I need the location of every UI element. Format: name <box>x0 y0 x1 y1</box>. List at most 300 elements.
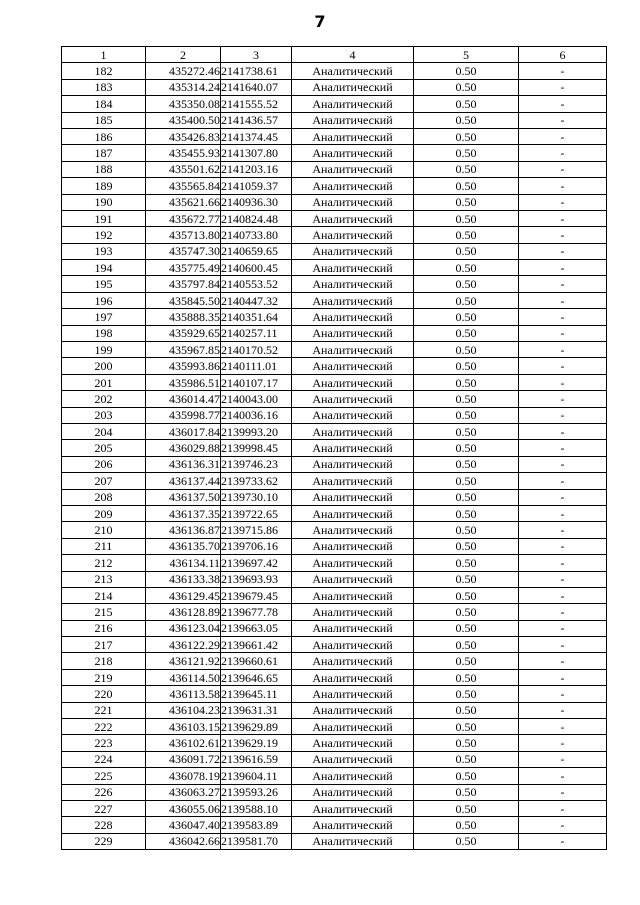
point-number-cell: 194 <box>62 260 146 276</box>
y-coordinate-cell: 2141555.52 <box>221 96 292 112</box>
accuracy-cell: 0.50 <box>414 276 519 292</box>
x-coordinate-cell: 436063.27 <box>146 784 221 800</box>
y-coordinate-cell: 2139588.10 <box>221 800 292 816</box>
accuracy-cell: 0.50 <box>414 702 519 718</box>
note-cell: - <box>519 571 607 587</box>
table-row <box>62 292 607 308</box>
x-coordinate-cell: 435272.46 <box>146 63 221 79</box>
x-coordinate-cell: 436137.50 <box>146 489 221 505</box>
note-cell: - <box>519 653 607 669</box>
note-cell: - <box>519 522 607 538</box>
accuracy-cell: 0.50 <box>414 112 519 128</box>
y-coordinate-cell: 2139998.45 <box>221 440 292 456</box>
note-cell: - <box>519 473 607 489</box>
x-coordinate-cell: 435929.65 <box>146 325 221 341</box>
accuracy-cell: 0.50 <box>414 489 519 505</box>
x-coordinate-cell: 436042.66 <box>146 833 221 849</box>
y-coordinate-cell: 2140107.17 <box>221 374 292 390</box>
table-row <box>62 456 607 472</box>
method-cell: Аналитический <box>292 522 414 538</box>
note-cell: - <box>519 719 607 735</box>
accuracy-cell: 0.50 <box>414 735 519 751</box>
method-cell: Аналитический <box>292 260 414 276</box>
accuracy-cell: 0.50 <box>414 800 519 816</box>
x-coordinate-cell: 435845.50 <box>146 292 221 308</box>
column-header: 1 <box>62 47 146 63</box>
y-coordinate-cell: 2139645.11 <box>221 686 292 702</box>
accuracy-cell: 0.50 <box>414 587 519 603</box>
method-cell: Аналитический <box>292 620 414 636</box>
accuracy-cell: 0.50 <box>414 374 519 390</box>
column-header: 5 <box>414 47 519 63</box>
y-coordinate-cell: 2140351.64 <box>221 309 292 325</box>
method-cell: Аналитический <box>292 456 414 472</box>
point-number-cell: 209 <box>62 505 146 521</box>
accuracy-cell: 0.50 <box>414 243 519 259</box>
y-coordinate-cell: 2141640.07 <box>221 79 292 95</box>
point-number-cell: 205 <box>62 440 146 456</box>
accuracy-cell: 0.50 <box>414 309 519 325</box>
note-cell: - <box>519 505 607 521</box>
note-cell: - <box>519 407 607 423</box>
y-coordinate-cell: 2139631.31 <box>221 702 292 718</box>
note-cell: - <box>519 768 607 784</box>
accuracy-cell: 0.50 <box>414 79 519 95</box>
method-cell: Аналитический <box>292 96 414 112</box>
note-cell: - <box>519 686 607 702</box>
y-coordinate-cell: 2140447.32 <box>221 292 292 308</box>
method-cell: Аналитический <box>292 604 414 620</box>
accuracy-cell: 0.50 <box>414 473 519 489</box>
note-cell: - <box>519 194 607 210</box>
accuracy-cell: 0.50 <box>414 784 519 800</box>
note-cell: - <box>519 63 607 79</box>
x-coordinate-cell: 435797.84 <box>146 276 221 292</box>
table-row <box>62 817 607 833</box>
method-cell: Аналитический <box>292 555 414 571</box>
accuracy-cell: 0.50 <box>414 669 519 685</box>
method-cell: Аналитический <box>292 227 414 243</box>
table-row <box>62 161 607 177</box>
x-coordinate-cell: 436121.92 <box>146 653 221 669</box>
accuracy-cell: 0.50 <box>414 161 519 177</box>
x-coordinate-cell: 436055.06 <box>146 800 221 816</box>
note-cell: - <box>519 227 607 243</box>
point-number-cell: 229 <box>62 833 146 849</box>
method-cell: Аналитический <box>292 210 414 226</box>
x-coordinate-cell: 435993.86 <box>146 358 221 374</box>
point-number-cell: 201 <box>62 374 146 390</box>
table-body <box>62 63 607 850</box>
point-number-cell: 223 <box>62 735 146 751</box>
method-cell: Аналитический <box>292 686 414 702</box>
y-coordinate-cell: 2139693.93 <box>221 571 292 587</box>
x-coordinate-cell: 436134.11 <box>146 555 221 571</box>
point-number-cell: 197 <box>62 309 146 325</box>
y-coordinate-cell: 2139616.59 <box>221 751 292 767</box>
column-header: 6 <box>519 47 607 63</box>
method-cell: Аналитический <box>292 374 414 390</box>
x-coordinate-cell: 436122.29 <box>146 637 221 653</box>
method-cell: Аналитический <box>292 407 414 423</box>
point-number-cell: 213 <box>62 571 146 587</box>
x-coordinate-cell: 436114.50 <box>146 669 221 685</box>
point-number-cell: 200 <box>62 358 146 374</box>
accuracy-cell: 0.50 <box>414 145 519 161</box>
note-cell: - <box>519 555 607 571</box>
note-cell: - <box>519 440 607 456</box>
point-number-cell: 220 <box>62 686 146 702</box>
method-cell: Аналитический <box>292 243 414 259</box>
accuracy-cell: 0.50 <box>414 817 519 833</box>
point-number-cell: 226 <box>62 784 146 800</box>
table-row <box>62 128 607 144</box>
accuracy-cell: 0.50 <box>414 128 519 144</box>
y-coordinate-cell: 2139730.10 <box>221 489 292 505</box>
x-coordinate-cell: 436014.47 <box>146 391 221 407</box>
point-number-cell: 215 <box>62 604 146 620</box>
x-coordinate-cell: 436129.45 <box>146 587 221 603</box>
table-header-row <box>62 47 607 63</box>
point-number-cell: 225 <box>62 768 146 784</box>
y-coordinate-cell: 2141436.57 <box>221 112 292 128</box>
accuracy-cell: 0.50 <box>414 620 519 636</box>
method-cell: Аналитический <box>292 571 414 587</box>
coordinates-table <box>61 46 607 850</box>
point-number-cell: 224 <box>62 751 146 767</box>
method-cell: Аналитический <box>292 768 414 784</box>
point-number-cell: 203 <box>62 407 146 423</box>
accuracy-cell: 0.50 <box>414 604 519 620</box>
method-cell: Аналитический <box>292 653 414 669</box>
note-cell: - <box>519 538 607 554</box>
method-cell: Аналитический <box>292 489 414 505</box>
point-number-cell: 182 <box>62 63 146 79</box>
x-coordinate-cell: 436091.72 <box>146 751 221 767</box>
table-row <box>62 604 607 620</box>
y-coordinate-cell: 2139706.16 <box>221 538 292 554</box>
accuracy-cell: 0.50 <box>414 768 519 784</box>
accuracy-cell: 0.50 <box>414 833 519 849</box>
point-number-cell: 216 <box>62 620 146 636</box>
x-coordinate-cell: 436102.61 <box>146 735 221 751</box>
accuracy-cell: 0.50 <box>414 423 519 439</box>
y-coordinate-cell: 2139733.62 <box>221 473 292 489</box>
y-coordinate-cell: 2139663.05 <box>221 620 292 636</box>
point-number-cell: 228 <box>62 817 146 833</box>
point-number-cell: 193 <box>62 243 146 259</box>
y-coordinate-cell: 2140733.80 <box>221 227 292 243</box>
point-number-cell: 186 <box>62 128 146 144</box>
y-coordinate-cell: 2139660.61 <box>221 653 292 669</box>
x-coordinate-cell: 436103.15 <box>146 719 221 735</box>
x-coordinate-cell: 436017.84 <box>146 423 221 439</box>
x-coordinate-cell: 435747.30 <box>146 243 221 259</box>
method-cell: Аналитический <box>292 473 414 489</box>
table-row <box>62 96 607 112</box>
note-cell: - <box>519 292 607 308</box>
accuracy-cell: 0.50 <box>414 194 519 210</box>
accuracy-cell: 0.50 <box>414 260 519 276</box>
accuracy-cell: 0.50 <box>414 96 519 112</box>
point-number-cell: 202 <box>62 391 146 407</box>
accuracy-cell: 0.50 <box>414 227 519 243</box>
x-coordinate-cell: 436113.58 <box>146 686 221 702</box>
table-row <box>62 833 607 849</box>
note-cell: - <box>519 243 607 259</box>
table-row <box>62 79 607 95</box>
accuracy-cell: 0.50 <box>414 522 519 538</box>
point-number-cell: 227 <box>62 800 146 816</box>
table-row <box>62 473 607 489</box>
x-coordinate-cell: 436136.87 <box>146 522 221 538</box>
y-coordinate-cell: 2139677.78 <box>221 604 292 620</box>
table-row <box>62 587 607 603</box>
y-coordinate-cell: 2140043.00 <box>221 391 292 407</box>
y-coordinate-cell: 2139629.89 <box>221 719 292 735</box>
column-header: 3 <box>221 47 292 63</box>
table-row <box>62 243 607 259</box>
method-cell: Аналитический <box>292 702 414 718</box>
note-cell: - <box>519 342 607 358</box>
y-coordinate-cell: 2140257.11 <box>221 325 292 341</box>
table-row <box>62 751 607 767</box>
y-coordinate-cell: 2139604.11 <box>221 768 292 784</box>
note-cell: - <box>519 604 607 620</box>
table-row <box>62 555 607 571</box>
table-row <box>62 489 607 505</box>
method-cell: Аналитический <box>292 735 414 751</box>
table-row <box>62 637 607 653</box>
x-coordinate-cell: 435400.50 <box>146 112 221 128</box>
table-row <box>62 391 607 407</box>
method-cell: Аналитический <box>292 292 414 308</box>
x-coordinate-cell: 435501.62 <box>146 161 221 177</box>
x-coordinate-cell: 436137.35 <box>146 505 221 521</box>
accuracy-cell: 0.50 <box>414 686 519 702</box>
note-cell: - <box>519 784 607 800</box>
method-cell: Аналитический <box>292 637 414 653</box>
point-number-cell: 212 <box>62 555 146 571</box>
column-header: 2 <box>146 47 221 63</box>
point-number-cell: 221 <box>62 702 146 718</box>
x-coordinate-cell: 435998.77 <box>146 407 221 423</box>
x-coordinate-cell: 435565.84 <box>146 178 221 194</box>
method-cell: Аналитический <box>292 669 414 685</box>
method-cell: Аналитический <box>292 342 414 358</box>
x-coordinate-cell: 436136.31 <box>146 456 221 472</box>
accuracy-cell: 0.50 <box>414 342 519 358</box>
method-cell: Аналитический <box>292 161 414 177</box>
accuracy-cell: 0.50 <box>414 178 519 194</box>
x-coordinate-cell: 436123.04 <box>146 620 221 636</box>
x-coordinate-cell: 435672.77 <box>146 210 221 226</box>
accuracy-cell: 0.50 <box>414 292 519 308</box>
y-coordinate-cell: 2139697.42 <box>221 555 292 571</box>
table-row <box>62 358 607 374</box>
accuracy-cell: 0.50 <box>414 505 519 521</box>
note-cell: - <box>519 161 607 177</box>
x-coordinate-cell: 435621.66 <box>146 194 221 210</box>
table-row <box>62 210 607 226</box>
accuracy-cell: 0.50 <box>414 637 519 653</box>
accuracy-cell: 0.50 <box>414 555 519 571</box>
note-cell: - <box>519 817 607 833</box>
method-cell: Аналитический <box>292 309 414 325</box>
table-row <box>62 194 607 210</box>
note-cell: - <box>519 833 607 849</box>
y-coordinate-cell: 2140824.48 <box>221 210 292 226</box>
x-coordinate-cell: 436078.19 <box>146 768 221 784</box>
point-number-cell: 207 <box>62 473 146 489</box>
y-coordinate-cell: 2139593.26 <box>221 784 292 800</box>
table-row <box>62 571 607 587</box>
accuracy-cell: 0.50 <box>414 653 519 669</box>
table-row <box>62 702 607 718</box>
note-cell: - <box>519 96 607 112</box>
table-row <box>62 309 607 325</box>
point-number-cell: 192 <box>62 227 146 243</box>
table-row <box>62 374 607 390</box>
note-cell: - <box>519 309 607 325</box>
table-row <box>62 669 607 685</box>
x-coordinate-cell: 435426.83 <box>146 128 221 144</box>
method-cell: Аналитический <box>292 538 414 554</box>
note-cell: - <box>519 178 607 194</box>
y-coordinate-cell: 2141059.37 <box>221 178 292 194</box>
method-cell: Аналитический <box>292 505 414 521</box>
method-cell: Аналитический <box>292 587 414 603</box>
y-coordinate-cell: 2141307.80 <box>221 145 292 161</box>
note-cell: - <box>519 276 607 292</box>
method-cell: Аналитический <box>292 719 414 735</box>
table-row <box>62 686 607 702</box>
note-cell: - <box>519 620 607 636</box>
point-number-cell: 204 <box>62 423 146 439</box>
y-coordinate-cell: 2140553.52 <box>221 276 292 292</box>
method-cell: Аналитический <box>292 817 414 833</box>
x-coordinate-cell: 435967.85 <box>146 342 221 358</box>
table-row <box>62 112 607 128</box>
y-coordinate-cell: 2139746.23 <box>221 456 292 472</box>
table-row <box>62 800 607 816</box>
note-cell: - <box>519 456 607 472</box>
x-coordinate-cell: 435986.51 <box>146 374 221 390</box>
method-cell: Аналитический <box>292 751 414 767</box>
method-cell: Аналитический <box>292 63 414 79</box>
y-coordinate-cell: 2140036.16 <box>221 407 292 423</box>
y-coordinate-cell: 2139661.42 <box>221 637 292 653</box>
page-number: 7 <box>314 12 326 31</box>
note-cell: - <box>519 702 607 718</box>
y-coordinate-cell: 2139715.86 <box>221 522 292 538</box>
x-coordinate-cell: 435713.80 <box>146 227 221 243</box>
point-number-cell: 191 <box>62 210 146 226</box>
y-coordinate-cell: 2141374.45 <box>221 128 292 144</box>
note-cell: - <box>519 260 607 276</box>
x-coordinate-cell: 436029.88 <box>146 440 221 456</box>
x-coordinate-cell: 435350.08 <box>146 96 221 112</box>
table-row <box>62 227 607 243</box>
accuracy-cell: 0.50 <box>414 440 519 456</box>
point-number-cell: 189 <box>62 178 146 194</box>
note-cell: - <box>519 735 607 751</box>
y-coordinate-cell: 2139722.65 <box>221 505 292 521</box>
table-row <box>62 276 607 292</box>
table-row <box>62 342 607 358</box>
point-number-cell: 211 <box>62 538 146 554</box>
y-coordinate-cell: 2139581.70 <box>221 833 292 849</box>
point-number-cell: 195 <box>62 276 146 292</box>
note-cell: - <box>519 325 607 341</box>
table-row <box>62 325 607 341</box>
point-number-cell: 188 <box>62 161 146 177</box>
table-row <box>62 440 607 456</box>
table-row <box>62 784 607 800</box>
x-coordinate-cell: 436128.89 <box>146 604 221 620</box>
point-number-cell: 199 <box>62 342 146 358</box>
table-row <box>62 63 607 79</box>
method-cell: Аналитический <box>292 800 414 816</box>
table-row <box>62 178 607 194</box>
method-cell: Аналитический <box>292 325 414 341</box>
table-row <box>62 145 607 161</box>
accuracy-cell: 0.50 <box>414 325 519 341</box>
accuracy-cell: 0.50 <box>414 456 519 472</box>
y-coordinate-cell: 2141203.16 <box>221 161 292 177</box>
method-cell: Аналитический <box>292 194 414 210</box>
x-coordinate-cell: 435455.93 <box>146 145 221 161</box>
method-cell: Аналитический <box>292 79 414 95</box>
y-coordinate-cell: 2139679.45 <box>221 587 292 603</box>
point-number-cell: 222 <box>62 719 146 735</box>
point-number-cell: 198 <box>62 325 146 341</box>
table-row <box>62 260 607 276</box>
table-row <box>62 653 607 669</box>
y-coordinate-cell: 2141738.61 <box>221 63 292 79</box>
point-number-cell: 208 <box>62 489 146 505</box>
method-cell: Аналитический <box>292 276 414 292</box>
note-cell: - <box>519 423 607 439</box>
note-cell: - <box>519 358 607 374</box>
note-cell: - <box>519 374 607 390</box>
accuracy-cell: 0.50 <box>414 407 519 423</box>
note-cell: - <box>519 210 607 226</box>
method-cell: Аналитический <box>292 391 414 407</box>
y-coordinate-cell: 2140936.30 <box>221 194 292 210</box>
point-number-cell: 185 <box>62 112 146 128</box>
accuracy-cell: 0.50 <box>414 571 519 587</box>
y-coordinate-cell: 2139646.65 <box>221 669 292 685</box>
accuracy-cell: 0.50 <box>414 751 519 767</box>
point-number-cell: 184 <box>62 96 146 112</box>
table-row <box>62 522 607 538</box>
table-row <box>62 719 607 735</box>
point-number-cell: 218 <box>62 653 146 669</box>
point-number-cell: 214 <box>62 587 146 603</box>
method-cell: Аналитический <box>292 178 414 194</box>
point-number-cell: 217 <box>62 637 146 653</box>
note-cell: - <box>519 800 607 816</box>
x-coordinate-cell: 436133.38 <box>146 571 221 587</box>
table-row <box>62 407 607 423</box>
note-cell: - <box>519 587 607 603</box>
method-cell: Аналитический <box>292 128 414 144</box>
y-coordinate-cell: 2140659.65 <box>221 243 292 259</box>
note-cell: - <box>519 391 607 407</box>
accuracy-cell: 0.50 <box>414 719 519 735</box>
point-number-cell: 206 <box>62 456 146 472</box>
